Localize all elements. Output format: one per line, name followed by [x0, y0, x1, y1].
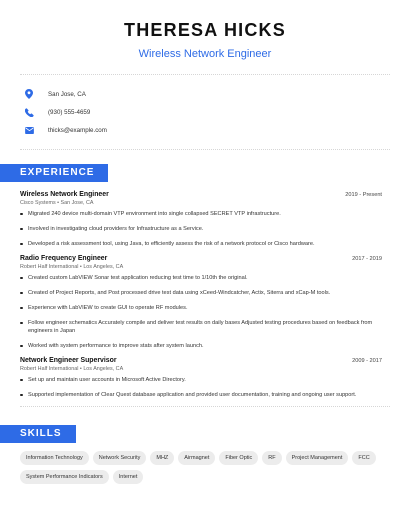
divider: [20, 406, 390, 407]
resume-header: [0, 0, 410, 60]
job-bullet: Created of Project Reports, and Post processed drive test data using xCeed-Windcatcher, Actix, Siterra and xCap-M tools.: [20, 289, 382, 297]
skill-tag: Internet: [113, 470, 144, 484]
skill-tag: MHZ: [150, 451, 174, 465]
job-bullet: Follow engineer schematics Accurately compile and deliver test results on daily bases Adjusted testing procedures based on feedback from engineers in Japan: [20, 319, 382, 335]
job-title: Wireless Network Engineer: [20, 191, 109, 198]
job-bullets: [20, 210, 382, 248]
job-title: Network Engineer Supervisor: [20, 357, 117, 364]
skill-tag: RF: [262, 451, 281, 465]
candidate-title: Wireless Network Engineer: [138, 48, 272, 60]
job-entry: [20, 191, 382, 248]
contact-phone: [20, 103, 390, 121]
experience-heading: EXPERIENCE: [0, 164, 108, 182]
job-dates: 2009 - 2017: [352, 358, 382, 364]
job-bullet: Supported implementation of Clear Quest database application and provided user documentation, training and ongoing user support.: [20, 391, 382, 399]
contact-location-text: San Jose, CA: [48, 90, 86, 98]
phone-icon: [22, 105, 36, 119]
skill-tag: Information Technology: [20, 451, 89, 465]
job-bullet: Involved in investigating cloud providers for Infrastructure as a Service.: [20, 225, 382, 233]
job-bullets: [20, 376, 382, 399]
candidate-name: THERESA HICKS: [124, 20, 286, 40]
skill-tag: System Performance Indicators: [20, 470, 109, 484]
job-dates: 2019 - Present: [345, 192, 382, 198]
divider: [20, 149, 390, 150]
skills-list: [0, 443, 410, 484]
skill-tag: Network Security: [93, 451, 147, 465]
contact-list: [0, 75, 410, 149]
job-bullet: Migrated 240 device multi-domain VTP environment into single collapsed SECRET VTP infrastructure.: [20, 210, 382, 218]
experience-section-header: [0, 162, 410, 182]
job-company: Cisco Systems • San Jose, CA: [20, 200, 94, 206]
job-title: Radio Frequency Engineer: [20, 255, 108, 262]
experience-list: [0, 191, 410, 399]
email-icon: [22, 123, 36, 137]
job-entry: [20, 357, 382, 399]
skill-tag: Project Management: [286, 451, 349, 465]
job-bullets: [20, 274, 382, 350]
contact-email-text: thicks@example.com: [48, 126, 107, 134]
job-bullet: Created custom LabVIEW Sonar test application reducing test time to 1/10th the original.: [20, 274, 382, 282]
job-bullet: Worked with system performance to improve stats after system launch.: [20, 342, 382, 350]
skill-tag: FCC: [352, 451, 375, 465]
skill-tag: Airmagnet: [178, 451, 215, 465]
skills-section-header: [0, 423, 410, 443]
location-pin-icon: [22, 87, 36, 101]
job-bullet: Set up and maintain user accounts in Microsoft Active Directory.: [20, 376, 382, 384]
job-company: Robert Half International • Los Angeles, CA: [20, 264, 124, 270]
contact-location: [20, 85, 390, 103]
job-dates: 2017 - 2019: [352, 256, 382, 262]
job-bullet: Developed a risk assessment tool, using Java, to efficiently assess the risk of a network protocol or Cisco hardware.: [20, 240, 382, 248]
job-company: Robert Half International • Los Angeles, CA: [20, 366, 124, 372]
skills-heading: SKILLS: [0, 425, 76, 443]
contact-phone-text: (930) 555-4659: [48, 108, 91, 116]
skill-tag: Fiber Optic: [219, 451, 258, 465]
job-bullet: Experience with LabVIEW to create GUI to operate RF modules.: [20, 304, 382, 312]
job-entry: [20, 255, 382, 350]
contact-email: [20, 121, 390, 139]
